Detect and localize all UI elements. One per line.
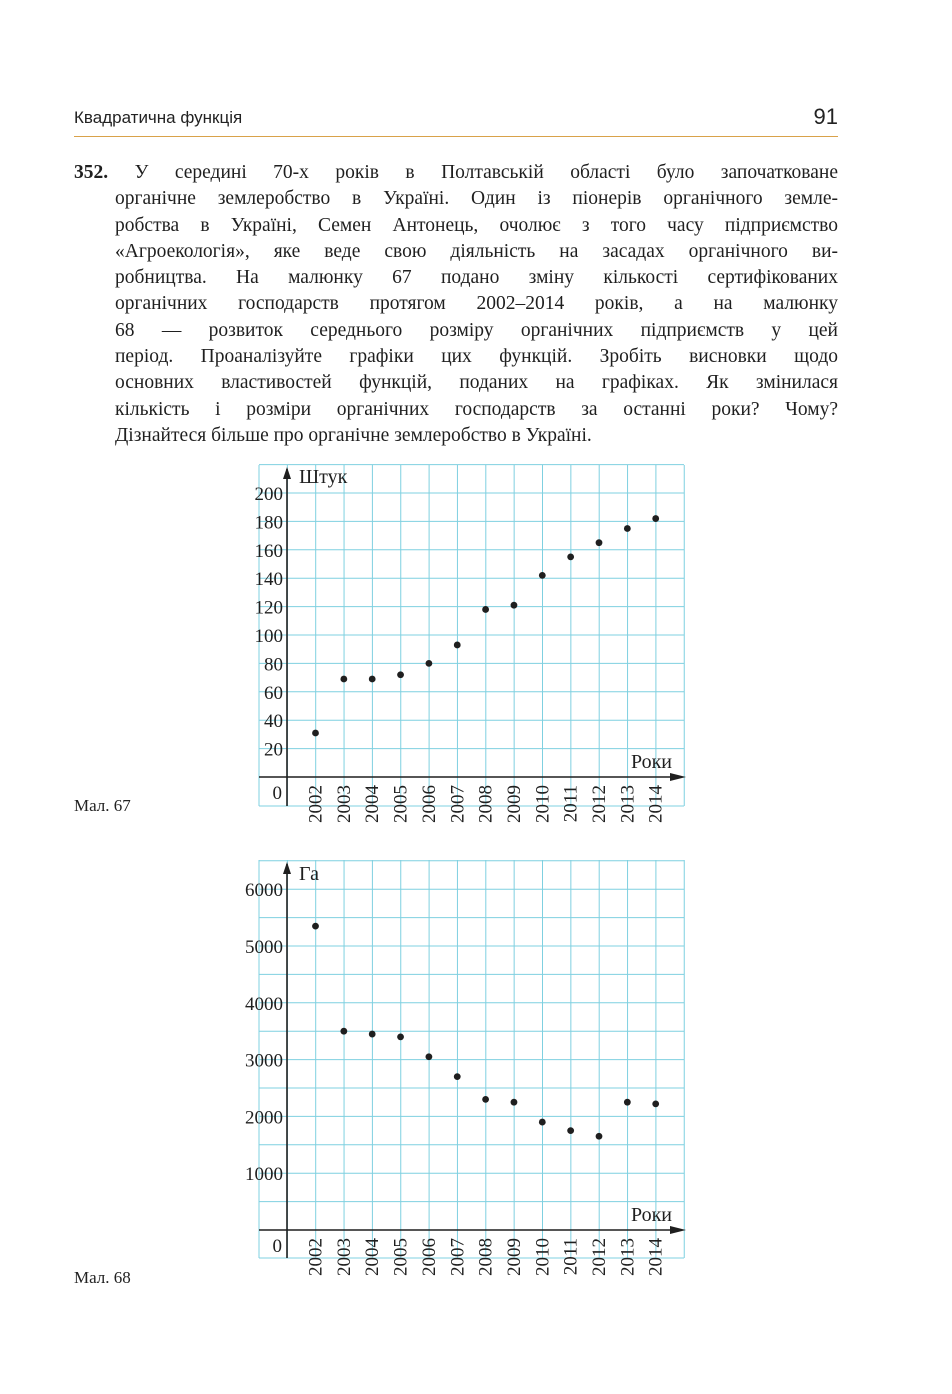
x-tick-label: 2008 [475, 1238, 497, 1276]
origin-label: 0 [272, 1236, 282, 1257]
x-tick-label: 2012 [589, 785, 610, 823]
data-point [596, 1133, 603, 1140]
y-axis-label: Га [299, 863, 319, 885]
problem-line: кількість і розміри органічних господарств за останні роки? Чому? [115, 398, 838, 420]
y-tick-label: 5000 [245, 937, 283, 958]
origin-label: 0 [272, 783, 282, 804]
x-tick-label: 2011 [560, 1238, 582, 1276]
y-tick-label: 1000 [245, 1164, 283, 1186]
data-point [511, 1099, 518, 1106]
y-tick-label: 40 [264, 711, 283, 733]
x-tick-label: 2010 [532, 785, 554, 823]
data-point [397, 1033, 404, 1040]
x-tick-label: 2003 [333, 785, 355, 823]
problem-line-text: У середині 70-х років в Полтавській області було започатковане [134, 162, 838, 183]
x-tick-label: 2008 [475, 785, 497, 823]
figure-68-label: Мал. 68 [74, 1268, 131, 1287]
y-tick-label: 200 [254, 484, 283, 505]
x-tick-label: 2006 [418, 1238, 440, 1276]
page-number: 91 [813, 104, 838, 129]
data-point [567, 1127, 574, 1134]
x-axis-label: Роки [630, 751, 672, 773]
problem-number: 352. [74, 162, 109, 183]
y-tick-label: 80 [264, 654, 283, 676]
y-tick-label: 180 [254, 512, 283, 534]
data-point [652, 1101, 659, 1108]
problem-line: 68 — розвиток середнього розміру органічних підприємств у цей [115, 319, 838, 341]
y-tick-label: 120 [254, 597, 283, 619]
problem-line: Дізнайтеся більше про органічне землеробство в Україні. [115, 424, 592, 446]
x-axis-arrow [670, 1226, 686, 1234]
x-tick-label: 2009 [503, 1238, 525, 1276]
data-point [340, 1028, 347, 1035]
y-axis-arrow [283, 862, 291, 874]
data-point [624, 1099, 631, 1106]
running-head-title: Квадратична функція [74, 108, 243, 127]
problem-line: «Агроекологія», яке веде свою діяльність на засадах органічного ви- [115, 240, 838, 262]
x-tick-label: 2014 [645, 1238, 667, 1276]
data-point [312, 923, 319, 930]
x-tick-label: 2005 [390, 785, 412, 823]
problem-line: робництва. На малюнку 67 подано зміну кількості сертифікованих [115, 267, 838, 289]
x-tick-label: 2006 [418, 785, 440, 823]
x-tick-label: 2002 [305, 1238, 327, 1276]
x-tick-label: 2007 [447, 1238, 469, 1276]
y-tick-label: 140 [254, 569, 283, 591]
x-tick-label: 2013 [617, 1238, 639, 1276]
y-tick-label: 4000 [245, 993, 283, 1015]
data-point [482, 1096, 489, 1103]
y-tick-label: 2000 [245, 1107, 283, 1129]
x-tick-label: 2004 [362, 1238, 384, 1276]
problem-line: органічне землеробство в Україні. Один із піонерів органічного земле- [115, 188, 838, 210]
y-tick-label: 100 [254, 626, 283, 647]
data-point [454, 1073, 461, 1080]
y-tick-label: 3000 [245, 1050, 283, 1072]
data-point [539, 1119, 546, 1126]
x-tick-label: 2003 [333, 1238, 355, 1276]
problem-line: період. Проаналізуйте графіки цих функцій. Зробіть висновки щодо [115, 346, 838, 368]
y-tick-label: 60 [264, 682, 283, 704]
problem-line: робства в Україні, Семен Антонець, очолює з того часу підприємство [115, 214, 838, 236]
x-tick-label: 2014 [645, 785, 667, 823]
x-tick-label: 2012 [589, 1238, 610, 1276]
x-tick-label: 2007 [447, 785, 469, 823]
y-tick-label: 20 [264, 739, 283, 761]
x-tick-label: 2009 [503, 785, 525, 823]
y-axis-label: Штук [299, 466, 348, 488]
problem-line: органічних господарств протягом 2002–2014 років, а на малюнку [115, 293, 838, 315]
problem-line: основних властивостей функцій, поданих на графіках. Як змінилася [115, 372, 838, 394]
data-point [369, 1031, 376, 1038]
figure-67-label: Мал. 67 [74, 796, 131, 815]
x-tick-label: 2002 [305, 785, 327, 823]
x-tick-label: 2005 [390, 1238, 412, 1276]
data-point [426, 1053, 433, 1060]
x-tick-label: 2010 [532, 1238, 554, 1276]
x-axis-label: Роки [630, 1204, 672, 1226]
x-tick-label: 2011 [560, 785, 582, 823]
y-tick-label: 160 [254, 540, 283, 562]
x-tick-label: 2013 [617, 785, 639, 823]
x-tick-label: 2004 [362, 785, 384, 823]
y-tick-label: 6000 [245, 880, 283, 902]
